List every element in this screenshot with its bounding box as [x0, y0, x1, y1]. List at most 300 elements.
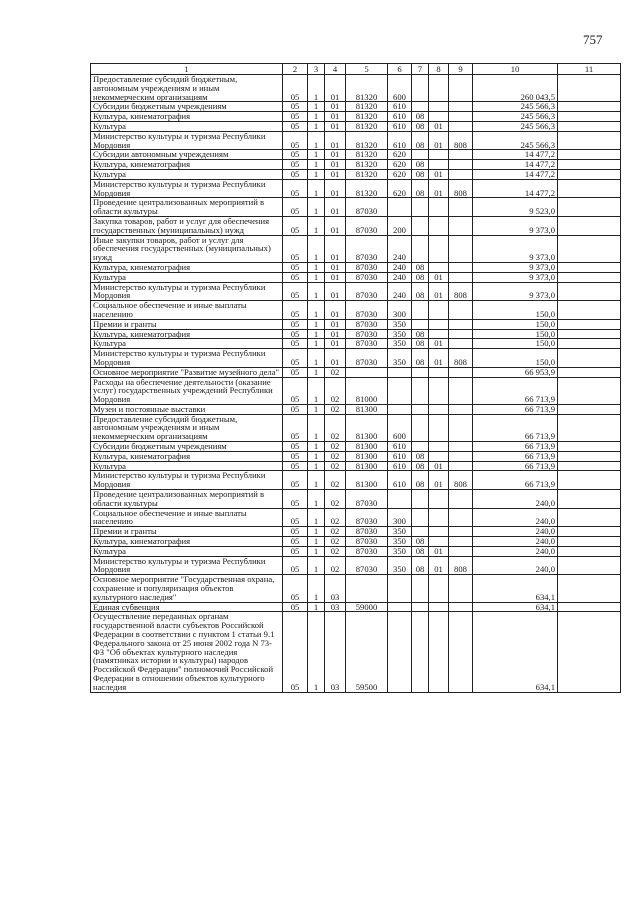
ministry-code-cell — [449, 377, 473, 404]
subprogram-code-cell: 02 — [325, 442, 346, 452]
ministry-code-cell — [449, 339, 473, 349]
section-cell: 08 — [412, 349, 429, 368]
direction-code-cell: 81320 — [346, 131, 388, 150]
section-cell — [412, 301, 429, 320]
ministry-code-cell — [449, 602, 473, 612]
section-code-cell: 05 — [283, 556, 308, 575]
table-row — [91, 131, 621, 150]
program-code-cell: 1 — [308, 198, 325, 217]
extra-cell — [558, 612, 621, 692]
ministry-code-cell — [449, 537, 473, 547]
program-code-cell: 1 — [308, 160, 325, 170]
column-header: 10 — [473, 64, 558, 75]
direction-code-cell: 87030 — [346, 490, 388, 509]
subsection-cell — [429, 527, 449, 537]
expense-type-cell: 610 — [388, 471, 412, 490]
extra-cell — [558, 301, 621, 320]
subprogram-code-cell: 01 — [325, 301, 346, 320]
subsection-cell: 01 — [429, 461, 449, 471]
extra-cell — [558, 527, 621, 537]
row-name-cell: Культура — [91, 546, 283, 556]
expense-type-cell — [388, 367, 412, 377]
table-row — [91, 319, 621, 329]
subprogram-code-cell: 01 — [325, 235, 346, 262]
extra-cell — [558, 235, 621, 262]
table-row — [91, 272, 621, 282]
direction-code-cell: 81300 — [346, 461, 388, 471]
direction-code-cell: 87030 — [346, 556, 388, 575]
subsection-cell — [429, 490, 449, 509]
table-row — [91, 508, 621, 527]
subsection-cell: 01 — [429, 121, 449, 131]
direction-code-cell: 81320 — [346, 160, 388, 170]
row-name-cell: Предоставление субсидий бюджетным, автономным учреждениям и иным некоммерческим организациям — [91, 414, 283, 441]
ministry-code-cell — [449, 150, 473, 160]
column-header: 9 — [449, 64, 473, 75]
section-cell — [412, 198, 429, 217]
program-code-cell: 1 — [308, 339, 325, 349]
table-row — [91, 490, 621, 509]
subprogram-code-cell: 02 — [325, 508, 346, 527]
program-code-cell: 1 — [308, 404, 325, 414]
row-name-cell: Субсидии бюджетным учреждениям — [91, 442, 283, 452]
ministry-code-cell: 808 — [449, 282, 473, 301]
direction-code-cell: 87030 — [346, 339, 388, 349]
direction-code-cell: 81320 — [346, 179, 388, 198]
section-code-cell: 05 — [283, 414, 308, 441]
column-header: 4 — [325, 64, 346, 75]
extra-cell — [558, 442, 621, 452]
extra-cell — [558, 349, 621, 368]
section-cell — [412, 367, 429, 377]
extra-cell — [558, 216, 621, 235]
table-row — [91, 112, 621, 122]
ministry-code-cell — [449, 546, 473, 556]
program-code-cell: 1 — [308, 602, 325, 612]
section-code-cell: 05 — [283, 329, 308, 339]
amount-cell: 14 477,2 — [473, 150, 558, 160]
program-code-cell: 1 — [308, 442, 325, 452]
section-cell — [412, 414, 429, 441]
extra-cell — [558, 329, 621, 339]
expense-type-cell: 610 — [388, 102, 412, 112]
table-row — [91, 414, 621, 441]
row-name-cell: Культура, кинематография — [91, 112, 283, 122]
subprogram-code-cell: 01 — [325, 150, 346, 160]
table-header-row — [91, 64, 621, 75]
direction-code-cell: 81300 — [346, 414, 388, 441]
ministry-code-cell — [449, 301, 473, 320]
subprogram-code-cell: 02 — [325, 367, 346, 377]
amount-cell: 150,0 — [473, 301, 558, 320]
row-name-cell: Культура, кинематография — [91, 160, 283, 170]
table-row — [91, 471, 621, 490]
section-code-cell: 05 — [283, 262, 308, 272]
subprogram-code-cell: 01 — [325, 319, 346, 329]
extra-cell — [558, 179, 621, 198]
subprogram-code-cell: 01 — [325, 160, 346, 170]
table-row — [91, 150, 621, 160]
section-cell: 08 — [412, 262, 429, 272]
subprogram-code-cell: 03 — [325, 575, 346, 602]
section-code-cell: 05 — [283, 75, 308, 102]
program-code-cell: 1 — [308, 461, 325, 471]
amount-cell: 9 373,0 — [473, 235, 558, 262]
section-code-cell: 05 — [283, 461, 308, 471]
section-cell — [412, 102, 429, 112]
amount-cell: 9 373,0 — [473, 272, 558, 282]
section-code-cell: 05 — [283, 602, 308, 612]
amount-cell: 240,0 — [473, 490, 558, 509]
section-code-cell: 05 — [283, 508, 308, 527]
subsection-cell — [429, 319, 449, 329]
section-code-cell: 05 — [283, 160, 308, 170]
subsection-cell — [429, 160, 449, 170]
ministry-code-cell — [449, 272, 473, 282]
subsection-cell — [429, 414, 449, 441]
table-row — [91, 262, 621, 272]
direction-code-cell: 87030 — [346, 329, 388, 339]
program-code-cell: 1 — [308, 367, 325, 377]
extra-cell — [558, 319, 621, 329]
section-cell — [412, 216, 429, 235]
section-code-cell: 05 — [283, 451, 308, 461]
amount-cell: 240,0 — [473, 556, 558, 575]
program-code-cell: 1 — [308, 179, 325, 198]
ministry-code-cell: 808 — [449, 556, 473, 575]
section-cell: 08 — [412, 179, 429, 198]
amount-cell: 66 713,9 — [473, 471, 558, 490]
subsection-cell — [429, 508, 449, 527]
section-cell: 08 — [412, 339, 429, 349]
ministry-code-cell — [449, 612, 473, 692]
table-row — [91, 301, 621, 320]
row-name-cell: Премии и гранты — [91, 527, 283, 537]
direction-code-cell: 81320 — [346, 112, 388, 122]
subprogram-code-cell: 01 — [325, 282, 346, 301]
section-cell — [412, 377, 429, 404]
subprogram-code-cell: 01 — [325, 339, 346, 349]
table-row — [91, 216, 621, 235]
expense-type-cell: 620 — [388, 179, 412, 198]
program-code-cell: 1 — [308, 508, 325, 527]
section-cell — [412, 612, 429, 692]
amount-cell: 66 713,9 — [473, 404, 558, 414]
row-name-cell: Проведение централизованных мероприятий в области культуры — [91, 198, 283, 217]
extra-cell — [558, 471, 621, 490]
section-cell: 08 — [412, 546, 429, 556]
direction-code-cell: 87030 — [346, 508, 388, 527]
column-header: 7 — [412, 64, 429, 75]
row-name-cell: Предоставление субсидий бюджетным, автономным учреждениям и иным некоммерческим организациям — [91, 75, 283, 102]
section-cell: 08 — [412, 282, 429, 301]
ministry-code-cell — [449, 198, 473, 217]
section-cell: 08 — [412, 169, 429, 179]
subsection-cell — [429, 262, 449, 272]
section-code-cell: 05 — [283, 546, 308, 556]
expense-type-cell: 350 — [388, 339, 412, 349]
column-header: 3 — [308, 64, 325, 75]
direction-code-cell: 81320 — [346, 169, 388, 179]
direction-code-cell: 81320 — [346, 102, 388, 112]
program-code-cell: 1 — [308, 546, 325, 556]
subprogram-code-cell: 02 — [325, 556, 346, 575]
direction-code-cell — [346, 575, 388, 602]
program-code-cell: 1 — [308, 102, 325, 112]
direction-code-cell: 87030 — [346, 216, 388, 235]
amount-cell: 260 043,5 — [473, 75, 558, 102]
extra-cell — [558, 490, 621, 509]
expense-type-cell — [388, 575, 412, 602]
direction-code-cell: 81300 — [346, 451, 388, 461]
subprogram-code-cell: 01 — [325, 179, 346, 198]
subsection-cell — [429, 537, 449, 547]
amount-cell: 240,0 — [473, 546, 558, 556]
section-code-cell: 05 — [283, 282, 308, 301]
ministry-code-cell — [449, 575, 473, 602]
row-name-cell: Министерство культуры и туризма Республики Мордовия — [91, 131, 283, 150]
row-name-cell: Расходы на обеспечение деятельности (оказание услуг) государственных учреждений Республики Мордовия — [91, 377, 283, 404]
extra-cell — [558, 461, 621, 471]
extra-cell — [558, 339, 621, 349]
direction-code-cell: 87030 — [346, 262, 388, 272]
section-code-cell: 05 — [283, 272, 308, 282]
table-row — [91, 102, 621, 112]
subprogram-code-cell: 02 — [325, 490, 346, 509]
row-name-cell: Социальное обеспечение и иные выплаты населению — [91, 301, 283, 320]
section-cell: 08 — [412, 329, 429, 339]
amount-cell: 14 477,2 — [473, 179, 558, 198]
section-cell: 08 — [412, 160, 429, 170]
ministry-code-cell — [449, 527, 473, 537]
subsection-cell — [429, 235, 449, 262]
section-code-cell: 05 — [283, 404, 308, 414]
amount-cell: 240,0 — [473, 527, 558, 537]
subprogram-code-cell: 01 — [325, 75, 346, 102]
section-code-cell: 05 — [283, 235, 308, 262]
direction-code-cell: 87030 — [346, 272, 388, 282]
amount-cell: 14 477,2 — [473, 169, 558, 179]
expense-type-cell: 350 — [388, 546, 412, 556]
section-code-cell: 05 — [283, 377, 308, 404]
subsection-cell: 01 — [429, 179, 449, 198]
subsection-cell — [429, 404, 449, 414]
amount-cell: 634,1 — [473, 575, 558, 602]
expense-type-cell: 350 — [388, 329, 412, 339]
subsection-cell: 01 — [429, 546, 449, 556]
ministry-code-cell — [449, 461, 473, 471]
amount-cell: 150,0 — [473, 319, 558, 329]
section-cell — [412, 150, 429, 160]
row-name-cell: Министерство культуры и туризма Республики Мордовия — [91, 556, 283, 575]
row-name-cell: Министерство культуры и туризма Республики Мордовия — [91, 282, 283, 301]
table-row — [91, 527, 621, 537]
subsection-cell — [429, 575, 449, 602]
subsection-cell: 01 — [429, 169, 449, 179]
subprogram-code-cell: 01 — [325, 198, 346, 217]
direction-code-cell: 87030 — [346, 349, 388, 368]
program-code-cell: 1 — [308, 121, 325, 131]
section-cell: 08 — [412, 471, 429, 490]
ministry-code-cell — [449, 216, 473, 235]
amount-cell: 240,0 — [473, 508, 558, 527]
program-code-cell: 1 — [308, 319, 325, 329]
expense-type-cell: 350 — [388, 349, 412, 368]
subsection-cell — [429, 102, 449, 112]
section-code-cell: 05 — [283, 216, 308, 235]
subprogram-code-cell: 02 — [325, 451, 346, 461]
direction-code-cell: 87030 — [346, 546, 388, 556]
subsection-cell — [429, 451, 449, 461]
table-body — [91, 75, 621, 693]
amount-cell: 634,1 — [473, 602, 558, 612]
direction-code-cell: 87030 — [346, 537, 388, 547]
section-code-cell: 05 — [283, 537, 308, 547]
direction-code-cell: 87030 — [346, 235, 388, 262]
subsection-cell — [429, 75, 449, 102]
program-code-cell: 1 — [308, 112, 325, 122]
subsection-cell — [429, 112, 449, 122]
amount-cell: 240,0 — [473, 537, 558, 547]
extra-cell — [558, 102, 621, 112]
table-row — [91, 179, 621, 198]
amount-cell: 245 566,3 — [473, 102, 558, 112]
row-name-cell: Субсидии автономным учреждениям — [91, 150, 283, 160]
section-cell — [412, 442, 429, 452]
program-code-cell: 1 — [308, 451, 325, 461]
extra-cell — [558, 546, 621, 556]
table-row — [91, 612, 621, 692]
extra-cell — [558, 367, 621, 377]
amount-cell: 9 373,0 — [473, 262, 558, 272]
row-name-cell: Министерство культуры и туризма Республики Мордовия — [91, 349, 283, 368]
program-code-cell: 1 — [308, 527, 325, 537]
expense-type-cell: 240 — [388, 235, 412, 262]
table-row — [91, 367, 621, 377]
subsection-cell: 01 — [429, 272, 449, 282]
ministry-code-cell: 808 — [449, 349, 473, 368]
amount-cell: 66 713,9 — [473, 414, 558, 441]
subprogram-code-cell: 01 — [325, 262, 346, 272]
amount-cell: 66 713,9 — [473, 442, 558, 452]
ministry-code-cell — [449, 490, 473, 509]
table-row — [91, 404, 621, 414]
section-cell — [412, 508, 429, 527]
row-name-cell: Министерство культуры и туризма Республики Мордовия — [91, 471, 283, 490]
program-code-cell: 1 — [308, 262, 325, 272]
column-header: 5 — [346, 64, 388, 75]
row-name-cell: Осуществление переданных органам государственной власти субъектов Российской Федерации в соответствии с пунктом 1 статьи 9.1 Федерального закона от 25 июня 2002 года N 73-ФЗ "Об объектах культурного наследия (памятниках истории и культуры) народов Российской Федерации" полномочий Российской Федерации в отношении объектов культурного наследия — [91, 612, 283, 692]
subprogram-code-cell: 03 — [325, 602, 346, 612]
table-row — [91, 329, 621, 339]
section-cell: 08 — [412, 131, 429, 150]
subsection-cell — [429, 329, 449, 339]
program-code-cell: 1 — [308, 272, 325, 282]
subsection-cell: 01 — [429, 556, 449, 575]
section-cell: 08 — [412, 451, 429, 461]
row-name-cell: Культура, кинематография — [91, 537, 283, 547]
column-header: 2 — [283, 64, 308, 75]
extra-cell — [558, 602, 621, 612]
row-name-cell: Проведение централизованных мероприятий в области культуры — [91, 490, 283, 509]
subprogram-code-cell: 01 — [325, 112, 346, 122]
table-row — [91, 461, 621, 471]
section-code-cell: 05 — [283, 169, 308, 179]
expense-type-cell: 240 — [388, 262, 412, 272]
row-name-cell: Министерство культуры и туризма Республики Мордовия — [91, 179, 283, 198]
subprogram-code-cell: 01 — [325, 121, 346, 131]
column-header: 1 — [91, 64, 283, 75]
amount-cell: 66 713,9 — [473, 461, 558, 471]
section-code-cell: 05 — [283, 349, 308, 368]
row-name-cell: Закупка товаров, работ и услуг для обеспечения государственных (муниципальных) нужд — [91, 216, 283, 235]
subsection-cell — [429, 367, 449, 377]
section-cell: 08 — [412, 461, 429, 471]
table-row — [91, 121, 621, 131]
subprogram-code-cell: 02 — [325, 404, 346, 414]
expense-type-cell: 300 — [388, 508, 412, 527]
column-header: 6 — [388, 64, 412, 75]
column-header: 8 — [429, 64, 449, 75]
direction-code-cell: 81320 — [346, 121, 388, 131]
direction-code-cell: 87030 — [346, 319, 388, 329]
subprogram-code-cell: 02 — [325, 537, 346, 547]
program-code-cell: 1 — [308, 216, 325, 235]
extra-cell — [558, 451, 621, 461]
table-row — [91, 556, 621, 575]
subsection-cell — [429, 442, 449, 452]
column-header: 11 — [558, 64, 621, 75]
table-row — [91, 537, 621, 547]
expense-type-cell: 200 — [388, 216, 412, 235]
section-cell: 08 — [412, 121, 429, 131]
ministry-code-cell — [449, 102, 473, 112]
subsection-cell: 01 — [429, 131, 449, 150]
program-code-cell: 1 — [308, 282, 325, 301]
section-code-cell: 05 — [283, 339, 308, 349]
program-code-cell: 1 — [308, 377, 325, 404]
program-code-cell: 1 — [308, 75, 325, 102]
extra-cell — [558, 414, 621, 441]
subprogram-code-cell: 02 — [325, 471, 346, 490]
program-code-cell: 1 — [308, 131, 325, 150]
extra-cell — [558, 121, 621, 131]
extra-cell — [558, 537, 621, 547]
table-row — [91, 282, 621, 301]
subprogram-code-cell: 01 — [325, 272, 346, 282]
ministry-code-cell — [449, 442, 473, 452]
section-code-cell: 05 — [283, 179, 308, 198]
expense-type-cell: 300 — [388, 301, 412, 320]
program-code-cell: 1 — [308, 301, 325, 320]
extra-cell — [558, 150, 621, 160]
table-row — [91, 451, 621, 461]
expense-type-cell — [388, 377, 412, 404]
table-row — [91, 442, 621, 452]
program-code-cell: 1 — [308, 235, 325, 262]
expense-type-cell: 610 — [388, 121, 412, 131]
expense-type-cell: 620 — [388, 160, 412, 170]
ministry-code-cell — [449, 404, 473, 414]
row-name-cell: Культура, кинематография — [91, 262, 283, 272]
section-code-cell: 05 — [283, 471, 308, 490]
row-name-cell: Основное мероприятие "Развитие музейного дела" — [91, 367, 283, 377]
expense-type-cell: 610 — [388, 131, 412, 150]
table-row — [91, 235, 621, 262]
section-cell: 08 — [412, 272, 429, 282]
program-code-cell: 1 — [308, 471, 325, 490]
subsection-cell — [429, 377, 449, 404]
